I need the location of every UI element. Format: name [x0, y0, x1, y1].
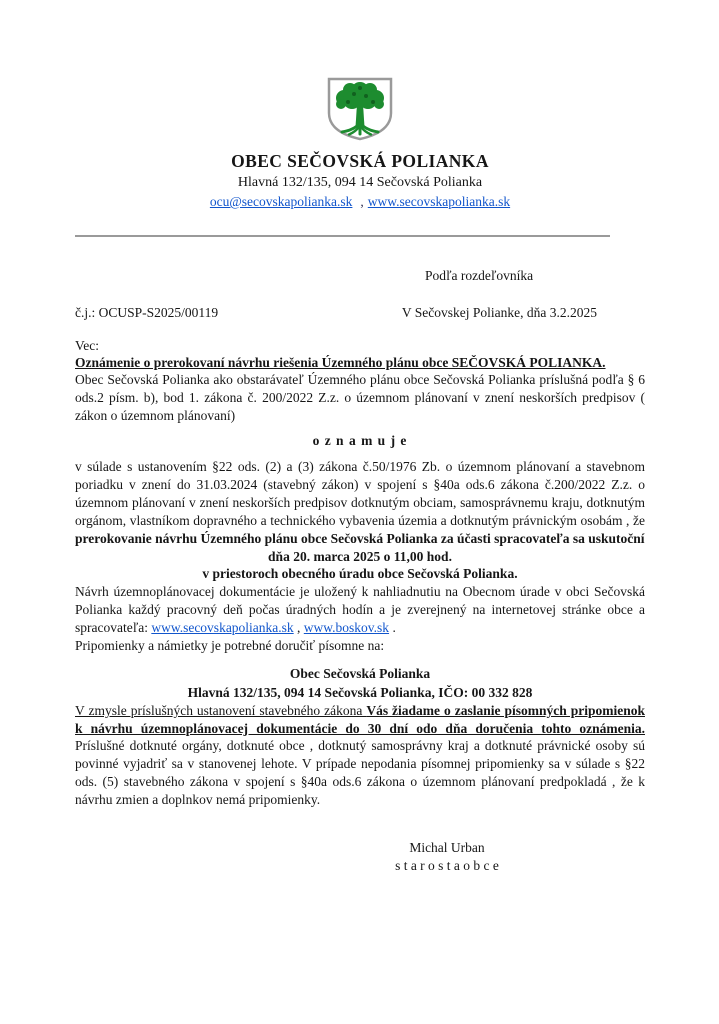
org-links [75, 194, 645, 210]
reference-number: č.j.: OCUSP-S2025/00119 [75, 305, 219, 320]
distribution-note: Podľa rozdeľovníka [425, 268, 534, 283]
paragraph-availability [75, 583, 645, 636]
paragraph-legal-bold: prerokovanie návrhu Územného plánu obce Sečovská Polianka za účasti spracovateľa sa uskutoční [75, 530, 645, 546]
org-name: OBEC SEČOVSKÁ POLIANKA [231, 151, 489, 171]
reference-row [75, 305, 645, 321]
paragraph-delivery: Pripomienky a námietky je potrebné doručiť písomne na: [75, 637, 385, 653]
delivery-address-name: Obec Sečovská Polianka [289, 666, 431, 682]
subject-title: Oznámenie o prerokovaní návrhu riešenia Územného plánu obce SEČOVSKÁ POLIANKA. [75, 355, 606, 370]
paragraph-legal-text: v súlade s ustanovením §22 ods. (2) a (3) zákona č.50/1976 Zb. o územnom plánovaní a stavebnom poriadku v znení do 31.03.2024 (stavebný zákon) v spojení s §40a ods.6 zákona č.200/2022 Z.z. o územnom plánovaní v znení neskorších predpisov dotknutým obciam, samosprávnemu kraju, dotknutým orgánom, vlastníkom dopravného a technického vybavenia územia a dotknutým právnickým osobám , že [75, 459, 645, 528]
request-rest: Príslušné dotknuté orgány, dotknuté obce , dotknutý samosprávny kraj a dotknuté právnické osoby sú povinné vyjadriť sa v stanovenej lehote. V prípade nepodania písomnej pripomienky sa v súlade s §22 ods. (5) stavebného zákona v spojení s §40a ods.6 zákona o územnom plánovaní predpokladá , že k návrhu zmien a doplnkov nemá pripomienky. [75, 738, 645, 807]
availability-text: Návrh územnoplánovacej dokumentácie je uložený k nahliadnutiu na Obecnom úrade v obci Sečovská Polianka každý pracovný deň počas úradných hodín a je zverejnený na internetovej stránke obce a spracovateľa: [75, 584, 645, 635]
links-comma: , [293, 619, 304, 635]
municipality-website-link[interactable]: www.secovskapolianka.sk [151, 619, 294, 635]
meeting-date-line: dňa 20. marca 2025 o 11,00 hod. [268, 548, 452, 564]
letterhead [75, 76, 645, 210]
links-separator: , [360, 194, 364, 209]
email-link[interactable]: ocu@secovskapolianka.sk [209, 194, 353, 209]
subject-label: Vec: [75, 338, 99, 353]
coat-of-arms [324, 76, 396, 142]
announce-word: o z n a m u j e [312, 433, 408, 449]
website-link[interactable]: www.secovskapolianka.sk [367, 194, 511, 209]
contractor-website-link[interactable]: www.boskov.sk [303, 619, 390, 635]
signature-name: Michal Urban [409, 839, 485, 855]
request-underlined: V zmysle príslušných ustanovení stavebného zákona [75, 702, 367, 718]
letterhead-divider [75, 235, 610, 237]
org-address: Hlavná 132/135, 094 14 Sečovská Polianka [237, 175, 483, 190]
paragraph-request [75, 702, 645, 809]
signature-block [347, 839, 547, 875]
request-bold-underlined: Vás žiadame o zaslanie písomných pripomienok k návrhu územnoplánovacej dokumentácie do 30 dní odo dňa doručenia tohto oznámenia. [75, 702, 645, 736]
signature-title: s t a r o s t a o b c e [395, 857, 499, 873]
paragraph-intro: Obec Sečovská Polianka ako obstarávateľ Územného plánu obce Sečovská Polianka príslušná podľa § 6 ods.2 písm. b), bod 1. zákona č. 200/2022 Z.z. o územnom plánovaní v znení neskorších predpisov ( zákon o územnom plánovaní) [75, 372, 645, 423]
paragraph-legal [75, 458, 645, 547]
delivery-address-line: Hlavná 132/135, 094 14 Sečovská Polianka, IČO: 00 332 828 [187, 684, 533, 700]
availability-period: . [389, 619, 396, 635]
place-and-date: V Sečovskej Polianke, dňa 3.2.2025 [401, 305, 597, 320]
meeting-place-line: v priestoroch obecného úradu obce Sečovská Polianka. [202, 566, 518, 582]
delivery-address-block [75, 665, 645, 701]
